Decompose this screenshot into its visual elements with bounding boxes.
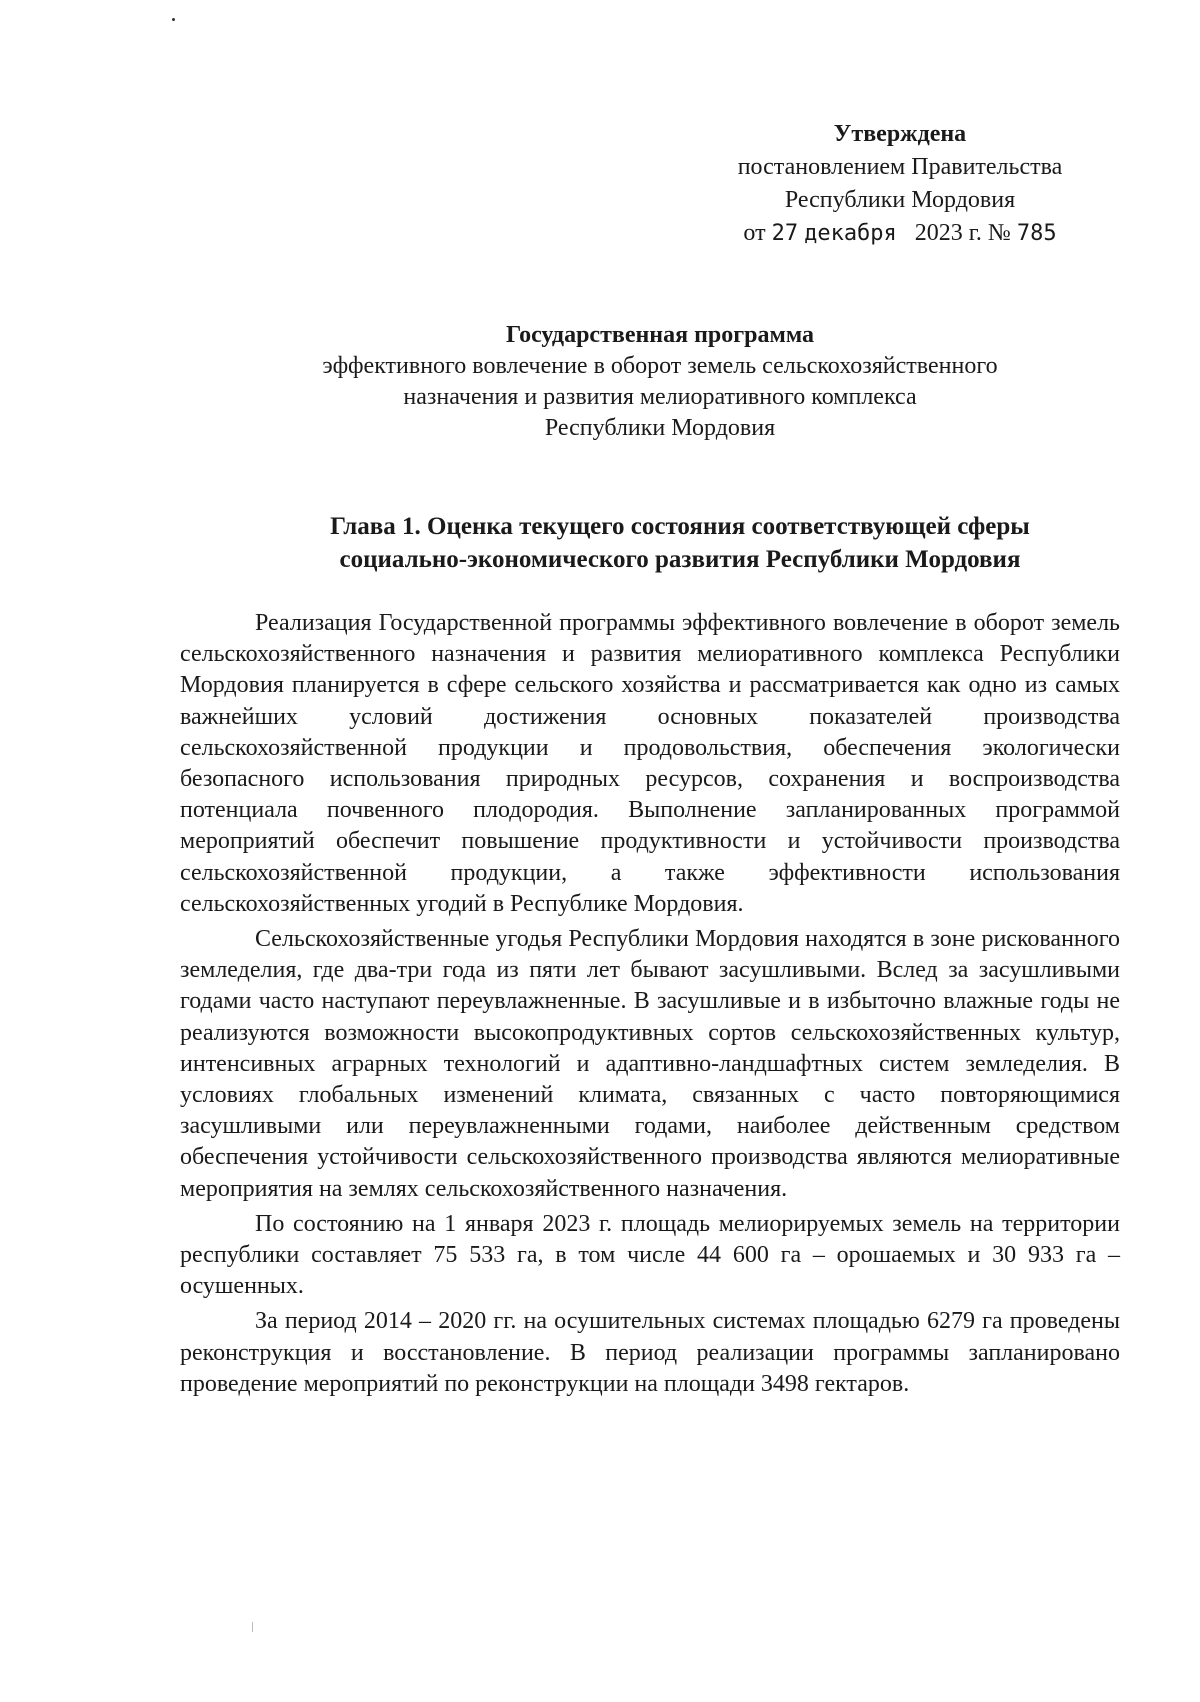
approval-line-1: постановлением Правительства — [737, 154, 1063, 180]
approval-line-2: Республики Мордовия — [784, 187, 1016, 213]
paragraph: Сельскохозяйственные угодья Республики Мордовия находятся в зоне рискованного земледелия, где два-три года из пяти лет бывают засушливыми. Вслед за засушливыми годами часто наступают переувлажненные. В засушливые и в избыточно влажные годы не реализуются возможности высокопродуктивных сортов сельскохозяйственных культур, интенсивных аграрных технологий и адаптивно-ландшафтных систем земледелия. В условиях глобальных изменений климата, связанных с часто повторяющимися засушливыми или переувлажненными годами, наиболее действенным средством обеспечения устойчивости сельскохозяйственного производства являются мелиоративные мероприятия на землях сельскохозяйственного назначения. — [180, 926, 1120, 1202]
date-year: 2023 г. № — [914, 220, 1011, 246]
approval-date-line — [690, 217, 1110, 250]
handwritten-number: 785 — [1016, 221, 1057, 246]
scan-speck — [172, 18, 175, 21]
paragraph: За период 2014 – 2020 гг. на осушительных системах площадью 6279 га проведены реконструкция и восстановление. В период реализации программы запланировано проведение мероприятий по реконструкции на площади 3498 гектаров. — [180, 1308, 1120, 1397]
approval-heading: Утверждена — [833, 121, 967, 147]
chapter-line-1: Глава 1. Оценка текущего состояния соответствующей сферы — [330, 513, 1030, 540]
program-subtitle-line-3: Республики Мордовия — [544, 415, 776, 441]
program-subtitle-line-2: назначения и развития мелиоративного комплекса — [403, 384, 917, 410]
scan-mark — [252, 1622, 253, 1632]
chapter-line-2: социально-экономического развития Республики Мордовия — [339, 546, 1021, 573]
paragraph: По состоянию на 1 января 2023 г. площадь мелиорируемых земель на территории республики составляет 75 533 га, в том числе 44 600 га – орошаемых и 30 933 га – осушенных. — [180, 1210, 1120, 1300]
handwritten-month: декабря — [804, 221, 897, 246]
paragraph: Реализация Государственной программы эффективного вовлечение в оборот земель сельскохозяйственного назначения и развития мелиоративного комплекса Республики Мордовия планируется в сфере сельского хозяйства и рассматривается как одно из самых важнейших условий достижения основных показателей производства сельскохозяйственной продукции и продовольствия, обеспечения экологически безопасного использования природных ресурсов, сохранения и воспроизводства потенциала почвенного плодородия. Выполнение запланированных программой мероприятий обеспечит повышение продуктивности и устойчивости производства сельскохозяйственной продукции, а также эффективности использования сельскохозяйственных угодий в Республике Мордовия. — [180, 610, 1120, 917]
chapter-heading — [200, 510, 1160, 576]
program-subtitle-line-1: эффективного вовлечение в оборот земель сельскохозяйственного — [322, 353, 998, 379]
handwritten-day: 27 — [771, 221, 799, 246]
date-prefix: от — [743, 220, 766, 246]
program-title: Государственная программа — [505, 322, 815, 348]
body-text — [180, 608, 1120, 1404]
approval-block — [690, 118, 1110, 250]
program-title-block — [180, 320, 1140, 444]
